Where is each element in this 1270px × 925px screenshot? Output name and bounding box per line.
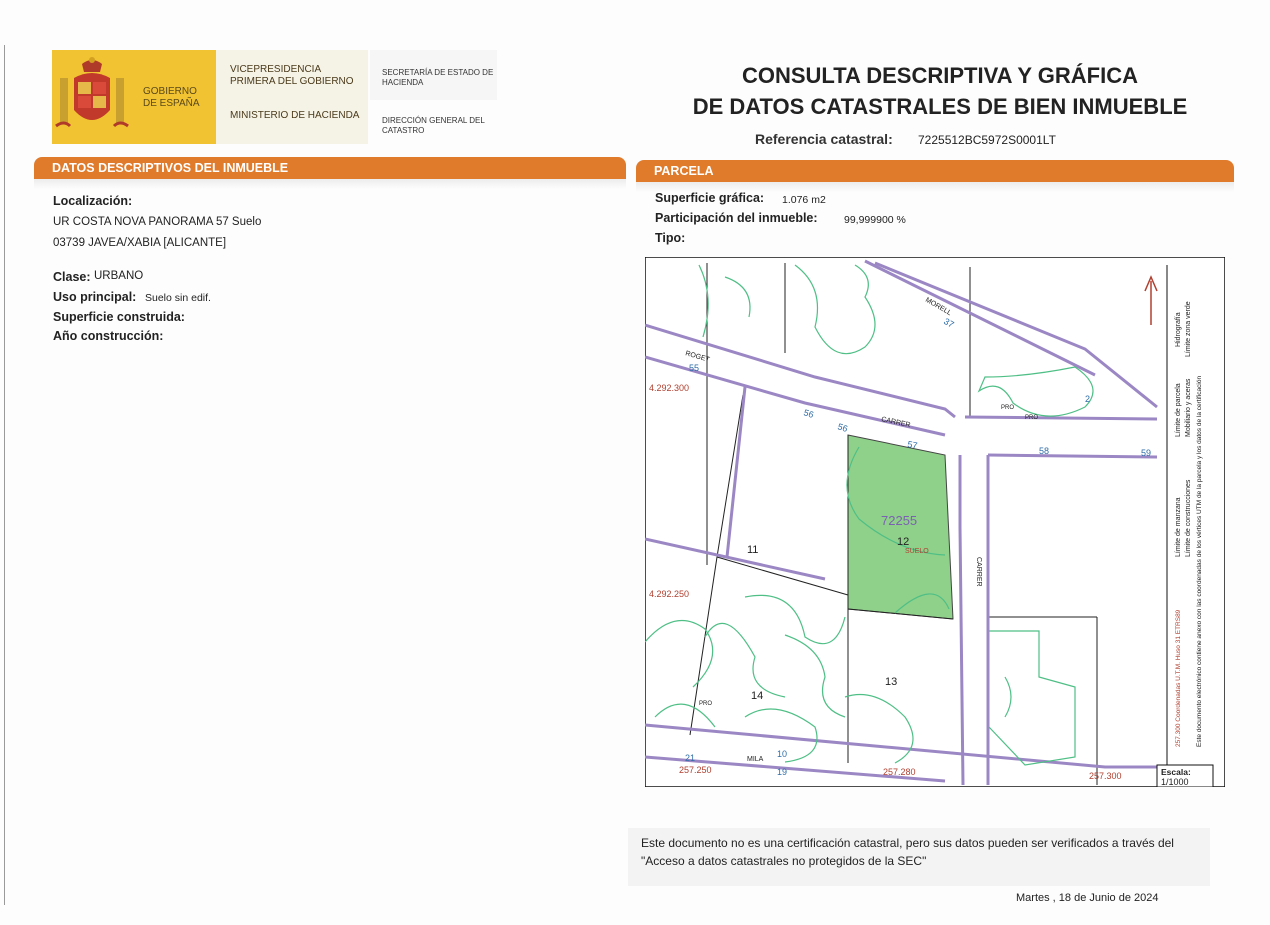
clase-label: Clase: [53,270,91,284]
coat-of-arms-icon [52,50,132,144]
num-56b: 56 [836,421,849,434]
gov-name: GOBIERNO DE ESPAÑA [143,86,200,109]
cadastral-map [645,257,1225,787]
uso-value: Suelo sin edif. [145,292,211,304]
num-37: 37 [942,316,956,330]
num-58: 58 [1039,446,1050,456]
ministerio-label: MINISTERIO DE HACIENDA [230,110,360,121]
coord-y2: 4.292.250 [649,589,690,599]
anio-construccion-label: Año construcción: [53,329,164,343]
section-bar-descriptivos: DATOS DESCRIPTIVOS DEL INMUEBLE [34,157,626,179]
street-roget: ROGET [684,350,711,364]
coord-x3: 257.300 [1089,771,1122,781]
page-edge-line [4,45,5,905]
street-mila: MILA [747,756,764,763]
ref-label: Referencia catastral: [755,131,893,147]
coord-x2: 257.280 [883,767,916,777]
pro-label-2: PRO [1025,415,1039,421]
legend-doc-note: Este documento electrónico contiene anexo con las coordenadas de los vértices UTM de la parcela y los datos de la certificación [1196,375,1203,747]
disclaimer-text: Este documento no es una certificación catastral, pero sus datos pueden ser verificados a través del "Acceso a datos catastrales no protegidos de la SEC" [641,836,1174,868]
pro-label-1: PRO [1001,405,1015,411]
address-line-1: UR COSTA NOVA PANORAMA 57 Suelo [53,216,262,228]
legend-parcela: Límite de parcela [1175,383,1182,437]
parcel-12: 12 [897,536,910,548]
legend-manzana: Límite de manzana [1175,497,1182,557]
vicepresidencia-label: VICEPRESIDENCIA PRIMERA DEL GOBIERNO [230,64,354,87]
legend-zona-verde: Límite zona verde [1185,301,1192,357]
superficie-grafica-value: 1.076 m2 [782,194,826,206]
manzana-number: 72255 [881,513,918,528]
tipo-label: Tipo: [655,231,686,245]
pro-label-3: PRO [699,701,713,707]
document-date: Martes , 18 de Junio de 2024 [1016,892,1159,904]
num-57: 57 [906,439,919,451]
superficie-grafica-label: Superficie gráfica: [655,191,765,205]
parcel-11: 11 [747,544,759,556]
legend-coords: 257.300 Coordenadas U.T.M. Huso 31 ETRS89 [1175,609,1182,747]
num-59: 59 [1141,448,1152,458]
street-carrer-vertical: CARRER [975,557,982,587]
title-line-1: CONSULTA DESCRIPTIVA Y GRÁFICA [741,63,1139,88]
document-title [640,60,1240,122]
coord-x1: 257.250 [679,765,712,775]
street-morell: MORELL [924,296,953,318]
coord-y1: 4.292.300 [649,383,690,393]
localizacion-label: Localización: [53,194,133,208]
num-56a: 56 [802,407,815,420]
address-line-2: 03739 JAVEA/XABIA [ALICANTE] [53,237,227,249]
title-line-2: DE DATOS CATASTRALES DE BIEN INMUEBLE [692,94,1188,119]
suelo-label: SUELO [905,548,929,555]
legend-hidrografia: Hidrografía [1175,312,1182,347]
escala-value: 1/1000 [1161,777,1189,787]
clase-value: URBANO [94,270,144,282]
street-carrer: CARRER [880,416,911,430]
escala-label: Escala: [1161,767,1191,777]
superficie-construida-label: Superficie construida: [53,310,185,324]
ref-value: 7225512BC5972S0001LT [918,133,1056,147]
legend-mobiliario: Mobiliario y aceras [1185,378,1192,437]
num-2: 2 [1085,394,1091,404]
secretaria-label: SECRETARÍA DE ESTADO DE HACIENDA [382,68,494,87]
num-55: 55 [689,363,700,373]
parcel-14: 14 [751,690,764,702]
legend-construcciones: Límite de construcciones [1185,479,1192,557]
section-bar-parcela: PARCELA [636,160,1234,182]
num-10: 10 [777,749,788,759]
direccion-label: DIRECCIÓN GENERAL DEL CATASTRO [382,116,485,135]
num-19: 19 [777,767,788,777]
num-21: 21 [685,753,696,763]
section-bar-shadow [34,179,626,189]
participacion-label: Participación del inmueble: [655,211,818,225]
uso-label: Uso principal: [53,290,137,304]
participacion-value: 99,999900 % [844,214,906,226]
parcel-13: 13 [885,676,898,688]
